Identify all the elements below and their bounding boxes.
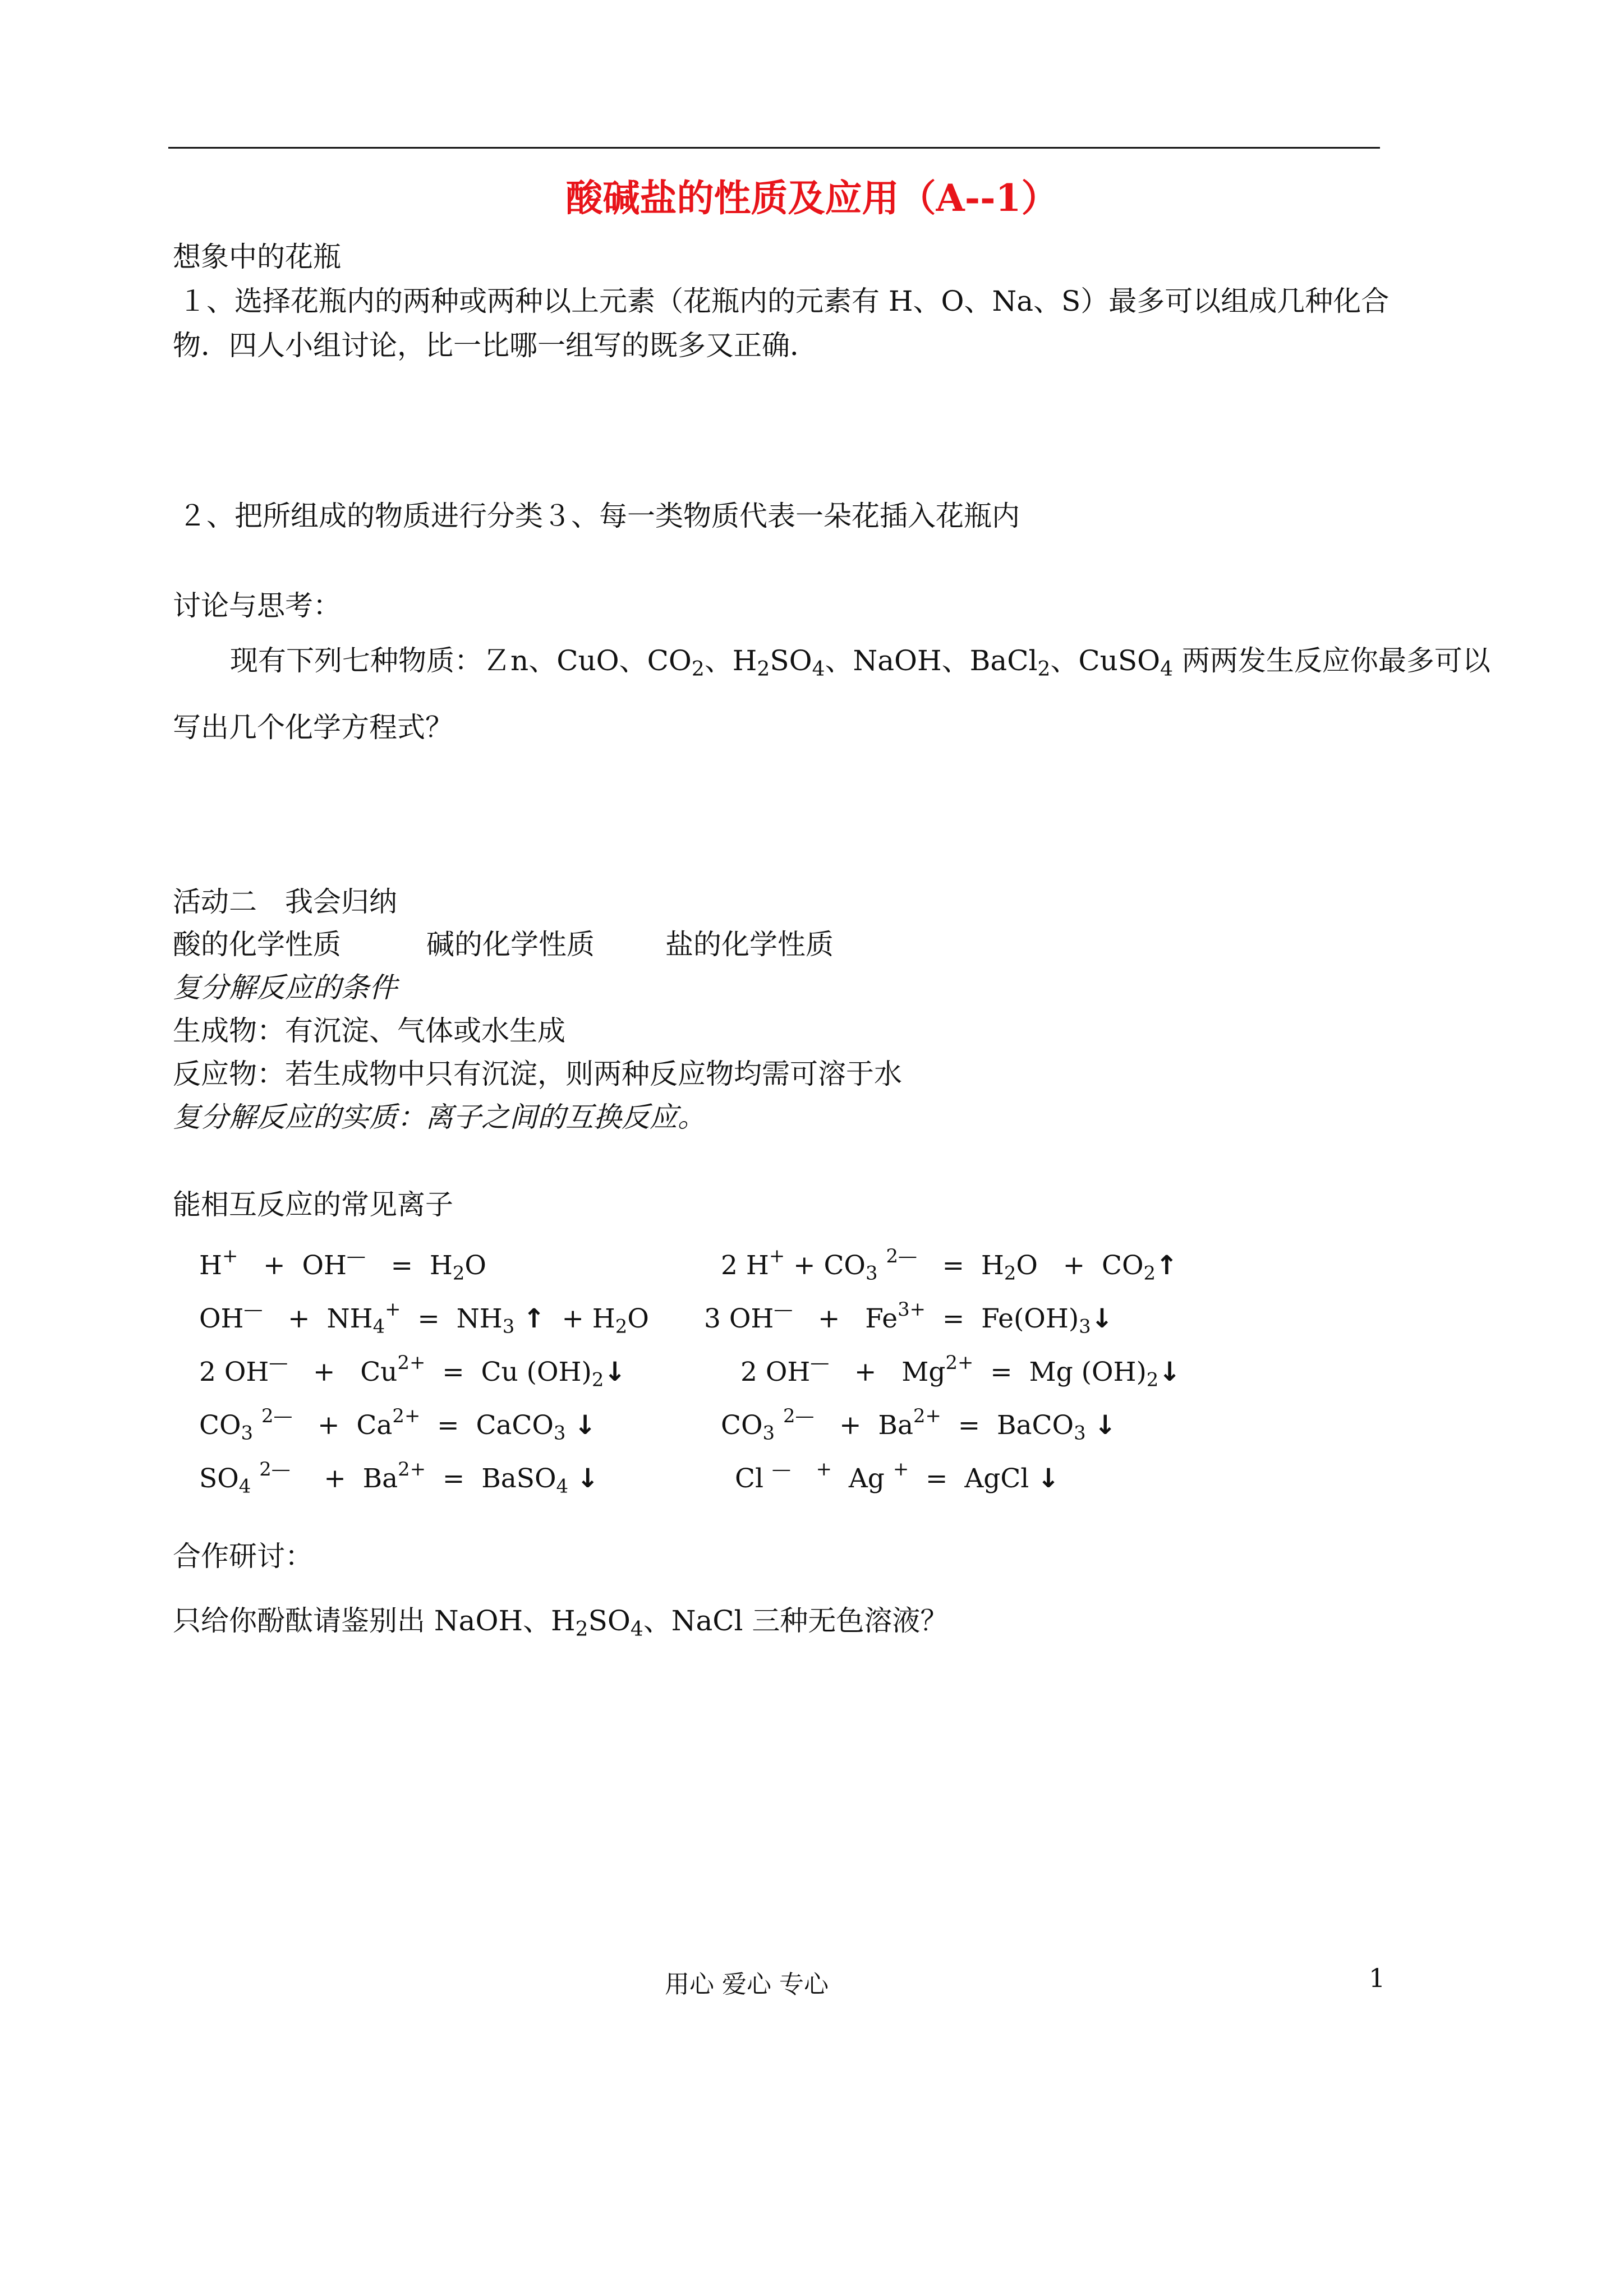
- discussion-line-2: 写出几个化学方程式？: [173, 711, 453, 744]
- ion-equation: $OH^— + NH_4^+ = NH_3$ ↑ + $H_2O$: [199, 1298, 649, 1338]
- cooperation-question: 只给你酚酞请鉴别出 NaOH、$H_2SO_4$、NaCl 三种无色溶液？: [173, 1605, 949, 1642]
- ion-equation: 3 $OH^— + Fe^{3+}$ = $Fe(OH)_3↓$: [704, 1298, 1114, 1338]
- acid-properties: 酸的化学性质: [173, 928, 341, 961]
- ions-heading: 能相互反应的常见离子: [173, 1188, 453, 1221]
- discussion-line-1: 现有下列七种物质：Ｚn、CuO、$CO_2$、$H_2SO_4$、NaOH、BaCl$_2$、CuSO$_4$ 两两发生反应你最多可以: [230, 644, 1490, 681]
- page-number: 1: [1369, 1963, 1386, 1993]
- ion-equation: 2 $OH^— + Cu^{2+} = Cu$ $(OH)_2↓$: [199, 1352, 626, 1391]
- activity-heading: 活动二 我会归纳: [173, 886, 397, 918]
- question-1-line-1: １、选择花瓶内的两种或两种以上元素（花瓶内的元素有 H、O、Na、S）最多可以组成几种化合: [178, 285, 1390, 317]
- page-title: 酸碱盐的性质及应用（A--1）: [565, 176, 1059, 220]
- reactants-condition: 反应物：若生成物中只有沉淀，则两种反应物均需可溶于水: [173, 1058, 902, 1090]
- header-rule: [168, 147, 1380, 149]
- footer-text: 用心 爱心 专心: [665, 1970, 829, 1999]
- section-heading: 想象中的花瓶: [173, 241, 341, 273]
- ion-equation: 2 $OH^— + Mg^{2+} = Mg$ $(OH)_2↓$: [740, 1352, 1181, 1391]
- ion-equation: $CO_3$ $^{2—} + Ba^{2+}$ = BaCO$_3$ ↓: [721, 1405, 1116, 1444]
- essence-statement: 复分解反应的实质：离子之间的互换反应。: [173, 1101, 706, 1133]
- products-condition: 生成物：有沉淀、气体或水生成: [173, 1015, 565, 1047]
- ion-equation: $CO_3$ $^{2—} + Ca^{2+}$ = CaCO$_3$ ↓: [199, 1405, 596, 1444]
- salt-properties: 盐的化学性质: [665, 928, 834, 961]
- cooperation-heading: 合作研讨：: [173, 1540, 313, 1573]
- ion-equation: Cl — + Ag + = AgCl ↓: [735, 1458, 1060, 1494]
- discussion-heading: 讨论与思考：: [173, 589, 341, 622]
- ion-equation: 2 $H^+ + CO_3$ $^{2—} = H_2O$ + $CO_2↑$: [721, 1245, 1178, 1284]
- base-properties: 碱的化学性质: [426, 928, 595, 961]
- question-1-line-2: 物．四人小组讨论，比一比哪一组写的既多又正确．: [173, 329, 818, 362]
- ion-equation: $SO_4$ $^{2—}$ + $Ba^{2+}$ = BaSO$_4$ ↓: [199, 1458, 599, 1497]
- ion-equation: $H^+ + OH^— = H_2O$: [199, 1245, 486, 1284]
- question-2: ２、把所组成的物质进行分类３、每一类物质代表一朵花插入花瓶内: [178, 500, 1020, 532]
- condition-heading: 复分解反应的条件: [173, 971, 397, 1004]
